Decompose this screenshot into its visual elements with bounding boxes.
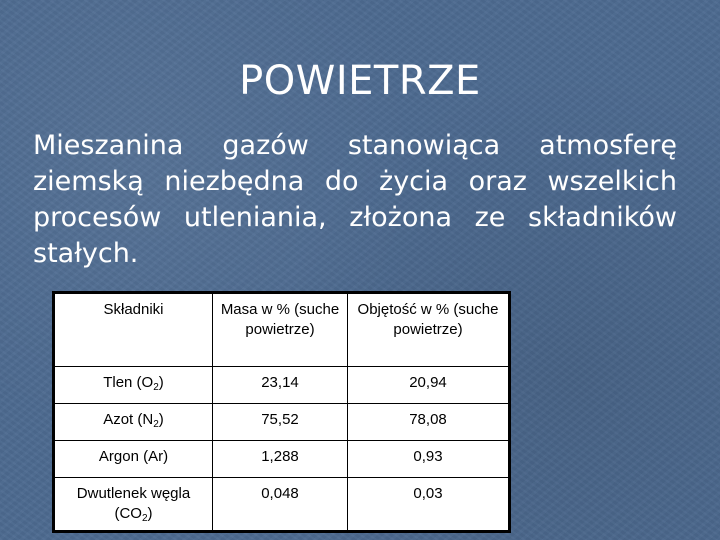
composition-table-container — [52, 291, 511, 533]
component-name-text: Dwutlenek węgla (CO — [76, 485, 191, 522]
volume-value: 20,94 — [348, 367, 509, 404]
table-header-row — [55, 294, 509, 367]
volume-value: 0,93 — [348, 441, 509, 478]
slide-title: POWIETRZE — [239, 58, 481, 104]
subscript: 2 — [153, 382, 159, 393]
mass-value: 23,14 — [213, 367, 348, 404]
component-name — [55, 441, 213, 478]
table-row-argon — [55, 441, 509, 478]
component-name — [55, 478, 213, 531]
air-composition-table — [54, 293, 509, 531]
component-name-text: Tlen (O — [103, 374, 154, 391]
volume-value: 78,08 — [348, 404, 509, 441]
component-name-text: Azot (N — [103, 411, 154, 428]
component-name-end: ) — [147, 505, 153, 522]
component-name-end: ) — [158, 411, 164, 428]
subscript: 2 — [141, 513, 148, 524]
table-row-nitrogen — [55, 404, 509, 441]
header-volume-percent: Objętość w % (suche powietrze) — [348, 294, 509, 367]
header-mass-percent: Masa w % (suche powietrze) — [213, 294, 348, 367]
mass-value: 1,288 — [213, 441, 348, 478]
subscript: 2 — [153, 419, 159, 430]
component-name — [55, 367, 213, 404]
table-row-carbon-dioxide — [55, 478, 509, 531]
component-name — [55, 404, 213, 441]
table-row-oxygen — [55, 367, 509, 404]
mass-value: 75,52 — [213, 404, 348, 441]
component-name-text: Argon (Ar) — [98, 448, 169, 465]
component-name-end: ) — [158, 374, 164, 391]
volume-value: 0,03 — [348, 478, 509, 531]
slide-body-text: Mieszanina gazów stanowiąca atmosferę ziemską niezbędna do życia oraz wszelkich procesów utleniania, złożona ze składników stałych. — [33, 130, 677, 269]
header-components: Składniki — [55, 294, 213, 367]
mass-value: 0,048 — [213, 478, 348, 531]
